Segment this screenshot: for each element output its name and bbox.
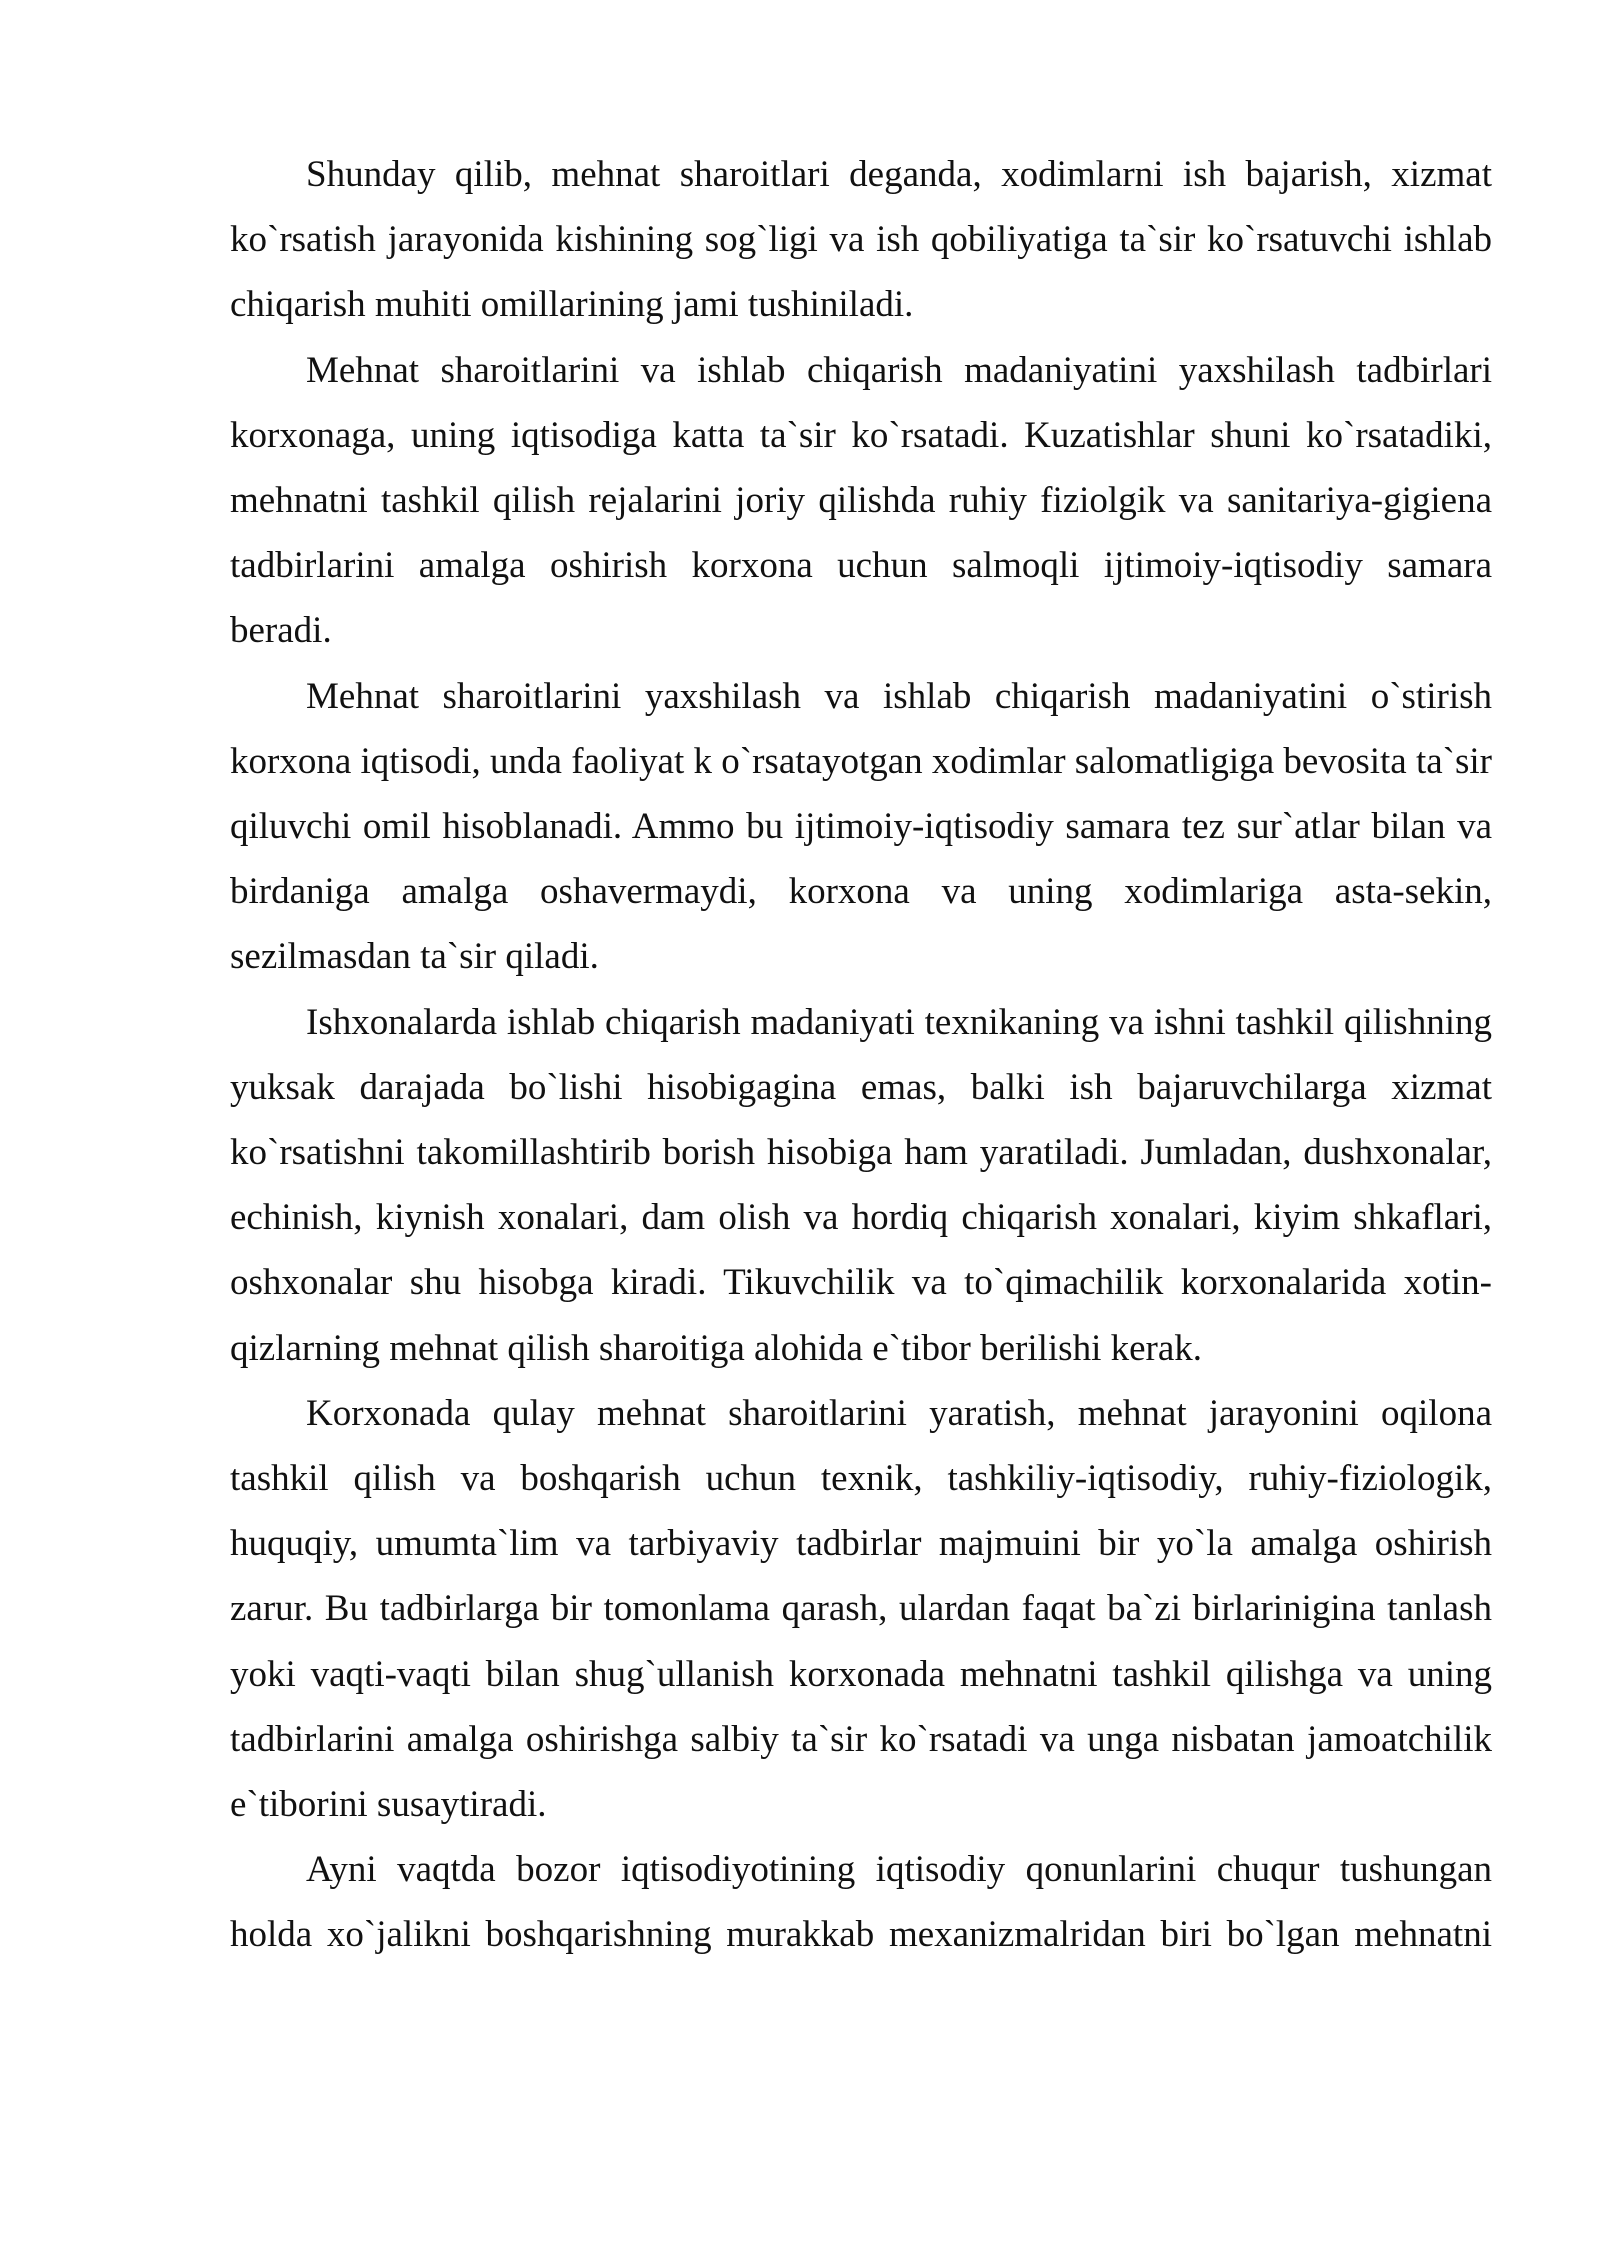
paragraph-4: Ishxonalarda ishlab chiqarish madaniyati texnikaning va ishni tashkil qilishning yuksak darajada bo`lishi hisobigagina emas, balki ish bajaruvchilarga xizmat ko`rsatishni takomillashtirib borish hisobiga ham yaratiladi. Jumladan, dushxonalar, echinish, kiynish xonalari, dam olish va hordiq chiqarish xonalari, kiyim shkaflari, oshxonalar shu hisobga kiradi. Tikuvchilik va to`qimachilik korxonalarida xotin-qizlarning mehnat qilish sharoitiga alohida e`tibor berilishi kerak. [230,1001,1492,1369]
paragraph-3: Mehnat sharoitlarini yaxshilash va ishlab chiqarish madaniyatini o`stirish korxona iqtisodi, unda faoliyat k o`rsatayotgan xodimlar salomatligiga bevosita ta`sir qiluvchi omil hisoblanadi. Ammo bu ijtimoiy-iqtisodiy samara tez sur`atlar bilan va birdaniga amalga oshavermaydi, korxona va uning xodimlariga asta-sekin, sezilmasdan ta`sir qiladi. [230,675,1492,978]
paragraph-6: Ayni vaqtda bozor iqtisodiyotining iqtisodiy qonunlarini chuqur tushungan holda xo`jalikni boshqarishning murakkab mexanizmalridan biri bo`lgan mehnatni [230,1849,1492,1956]
paragraph-5: Korxonada qulay mehnat sharoitlarini yaratish, mehnat jarayonini oqilona tashkil qilish va boshqarish uchun texnik, tashkiliy-iqtisodiy, ruhiy-fiziologik, huquqiy, umumta`lim va tarbiyaviy tadbirlar majmuini bir yo`la amalga oshirish zarur. Bu tadbirlarga bir tomonlama qarash, ulardan faqat ba`zi birlarinigina tanlash yoki vaqti-vaqti bilan shug`ullanish korxonada mehnatni tashkil qilishga va uning tadbirlarini amalga oshirishga salbiy ta`sir ko`rsatadi va unga nisbatan jamoatchilik e`tiborini susaytiradi. [230,1392,1492,1826]
paragraph-1: Shunday qilib, mehnat sharoitlari deganda, xodimlarni ish bajarish, xizmat ko`rsatish jarayonida kishining sog`ligi va ish qobiliyatiga ta`sir ko`rsatuvchi ishlab chiqarish muhiti omillarining jami tushiniladi. [230,154,1492,326]
paragraph-2: Mehnat sharoitlarini va ishlab chiqarish madaniyatini yaxshilash tadbirlari korxonaga, uning iqtisodiga katta ta`sir ko`rsatadi. Kuzatishlar shuni ko`rsatadiki, mehnatni tashkil qilish rejalarini joriy qilishda ruhiy fiziolgik va sanitariya-gigiena tadbirlarini amalga oshirish korxona uchun salmoqli ijtimoiy-iqtisodiy samara beradi. [230,349,1492,652]
document-body [230,142,1492,1968]
